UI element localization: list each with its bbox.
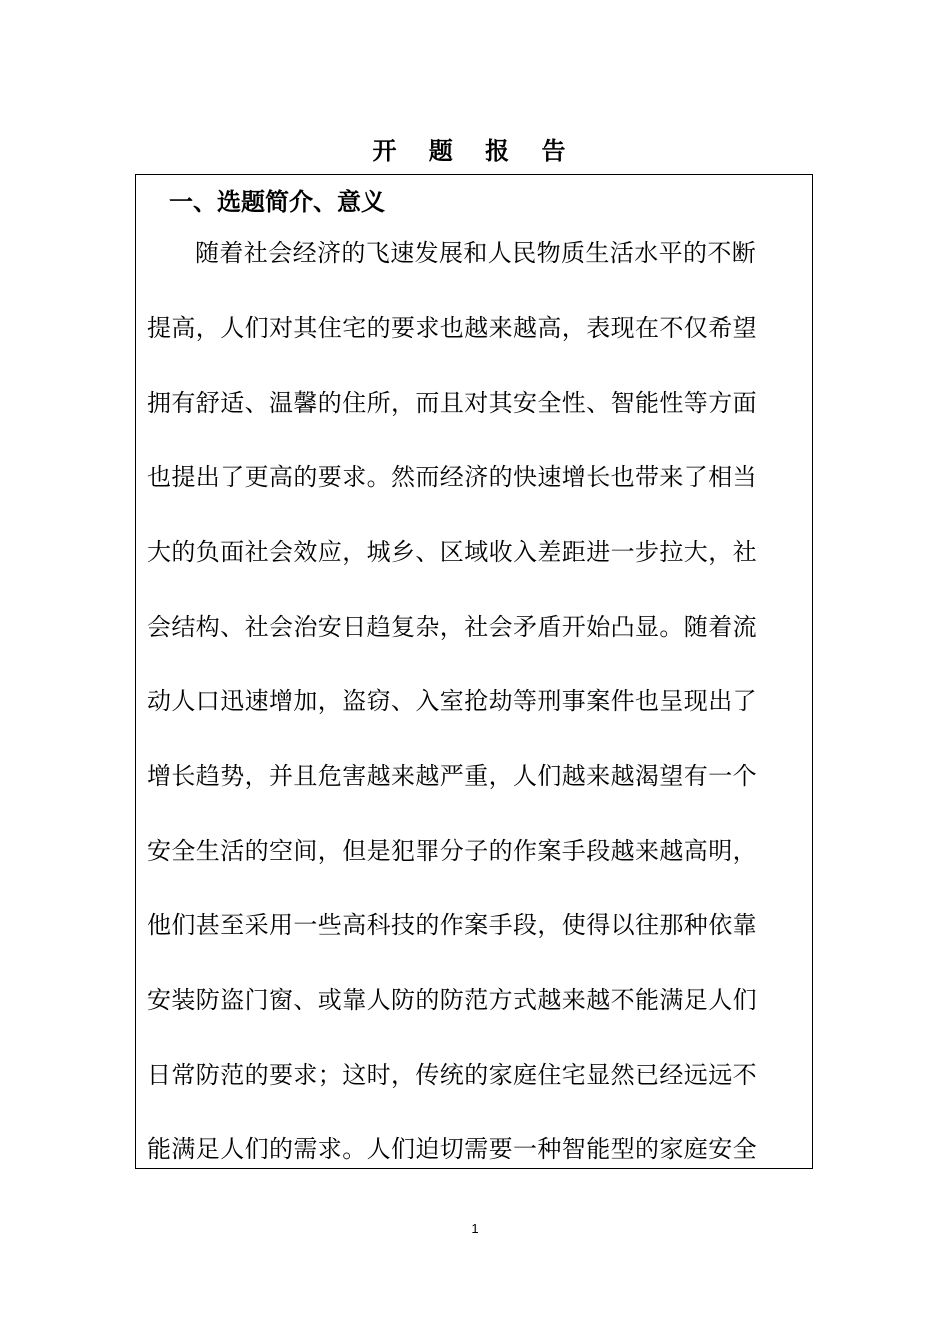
paragraph-line: 动人口迅速增加，盗窃、入室抢劫等刑事案件也呈现出了 xyxy=(147,687,757,715)
section-heading: 一、选题简介、意义 xyxy=(169,188,385,216)
paragraph-line: 他们甚至采用一些高科技的作案手段，使得以往那种依靠 xyxy=(147,911,757,939)
paragraph-line: 也提出了更高的要求。然而经济的快速增长也带来了相当 xyxy=(147,463,757,491)
paragraph-line: 提高，人们对其住宅的要求也越来越高，表现在不仅希望 xyxy=(147,314,757,342)
paragraph-line: 会结构、社会治安日趋复杂，社会矛盾开始凸显。随着流 xyxy=(147,613,757,641)
document-title: 开 题 报 告 xyxy=(372,137,578,165)
paragraph-line: 随着社会经济的飞速发展和人民物质生活水平的不断 xyxy=(195,239,757,267)
paragraph-line: 能满足人们的需求。人们迫切需要一种智能型的家庭安全 xyxy=(147,1135,757,1163)
paragraph-line: 拥有舒适、温馨的住所，而且对其安全性、智能性等方面 xyxy=(147,389,757,417)
paragraph-line: 大的负面社会效应，城乡、区域收入差距进一步拉大，社 xyxy=(147,538,757,566)
page-number: 1 xyxy=(471,1221,479,1236)
paragraph-line: 增长趋势，并且危害越来越严重，人们越来越渴望有一个 xyxy=(147,762,757,790)
content-box xyxy=(135,174,813,1169)
paragraph-line: 安全生活的空间，但是犯罪分子的作案手段越来越高明， xyxy=(147,837,757,865)
paragraph-line: 日常防范的要求；这时，传统的家庭住宅显然已经远远不 xyxy=(147,1061,757,1089)
paragraph-line: 安装防盗门窗、或靠人防的防范方式越来越不能满足人们 xyxy=(147,986,757,1014)
